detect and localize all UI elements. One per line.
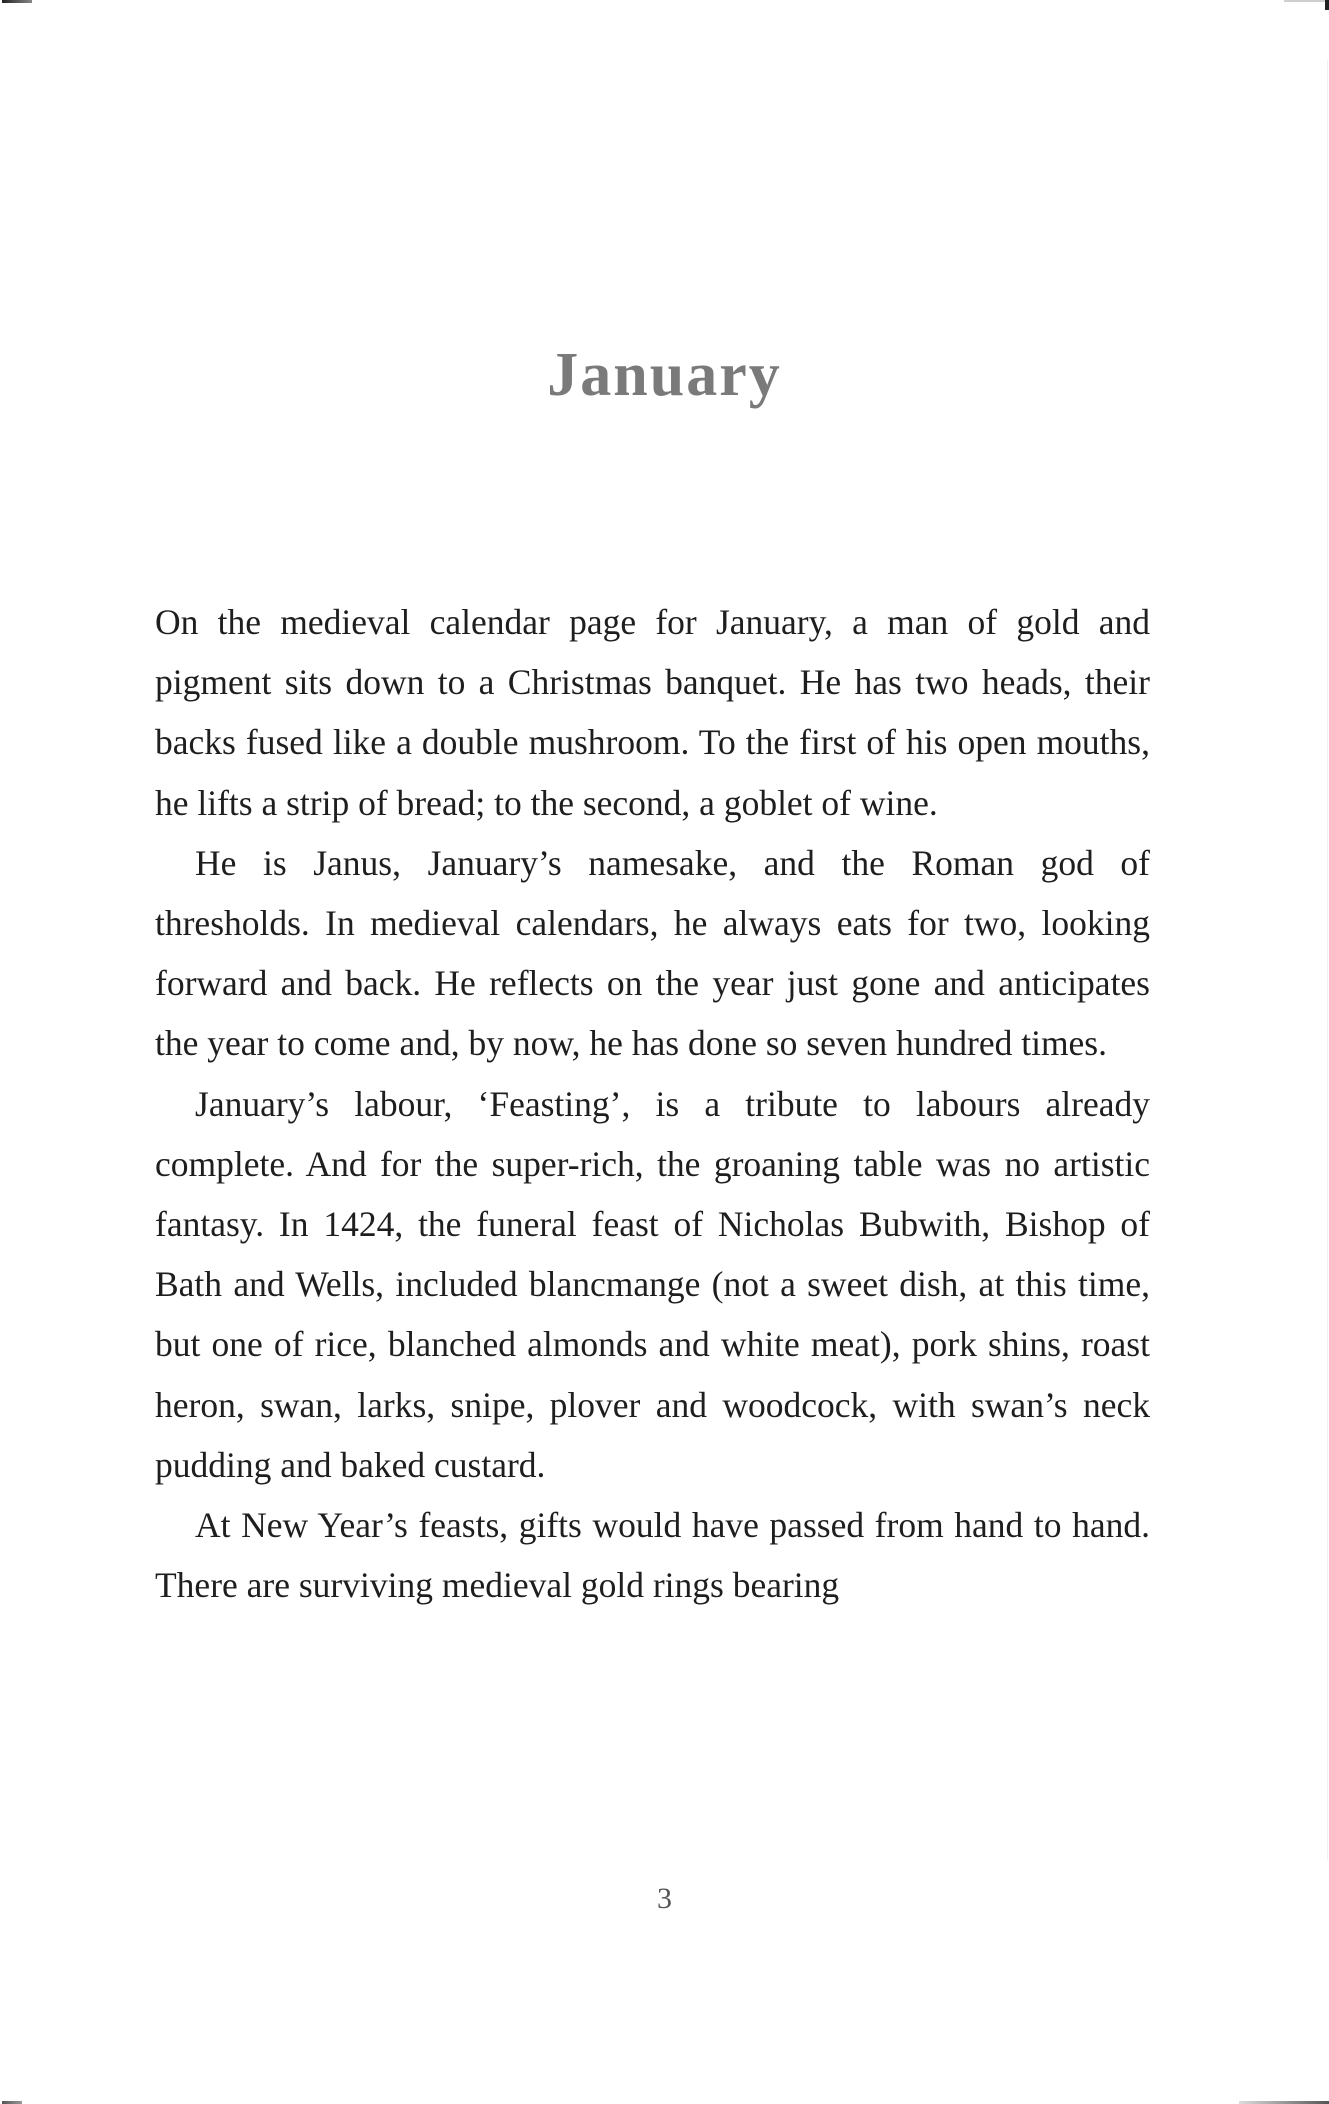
paragraph: On the medieval calendar page for January, a man of gold and pigment sits down to a Christmas banquet. He has two heads, their backs fused like a double mushroom. To the first of his open mouths, he lifts a strip of bread; to the second, a goblet of wine. <box>155 602 1150 823</box>
page-number: 3 <box>657 1882 672 1915</box>
paragraph: At New Year’s feasts, gifts would have passed from hand to hand. There are surviving medieval gold rings bearing <box>155 1505 1150 1606</box>
scan-edge-mark <box>1284 0 1329 2</box>
scan-edge-mark <box>2 0 32 3</box>
body-text <box>155 592 1150 1615</box>
page-edge-shadow <box>1327 60 1328 1860</box>
chapter-title: January <box>547 341 782 409</box>
paragraph: January’s labour, ‘Feasting’, is a tribute to labours already complete. And for the super-rich, the groaning table was no artistic fantasy. In 1424, the funeral feast of Nicholas Bubwith, Bishop of Bath and Wells, included blancmange (not a sweet dish, at this time, but one of rice, blanched almonds and white meat), pork shins, roast heron, swan, larks, snipe, plover and woodcock, with swan’s neck pudding and baked custard. <box>155 1083 1150 1485</box>
scan-edge-mark <box>1325 0 1329 10</box>
paragraph: He is Janus, January’s namesake, and the Roman god of thresholds. In medieval calendars, he always eats for two, looking forward and back. He reflects on the year just gone and anticipates the year to come and, by now, he has done so seven hundred times. <box>155 842 1150 1064</box>
